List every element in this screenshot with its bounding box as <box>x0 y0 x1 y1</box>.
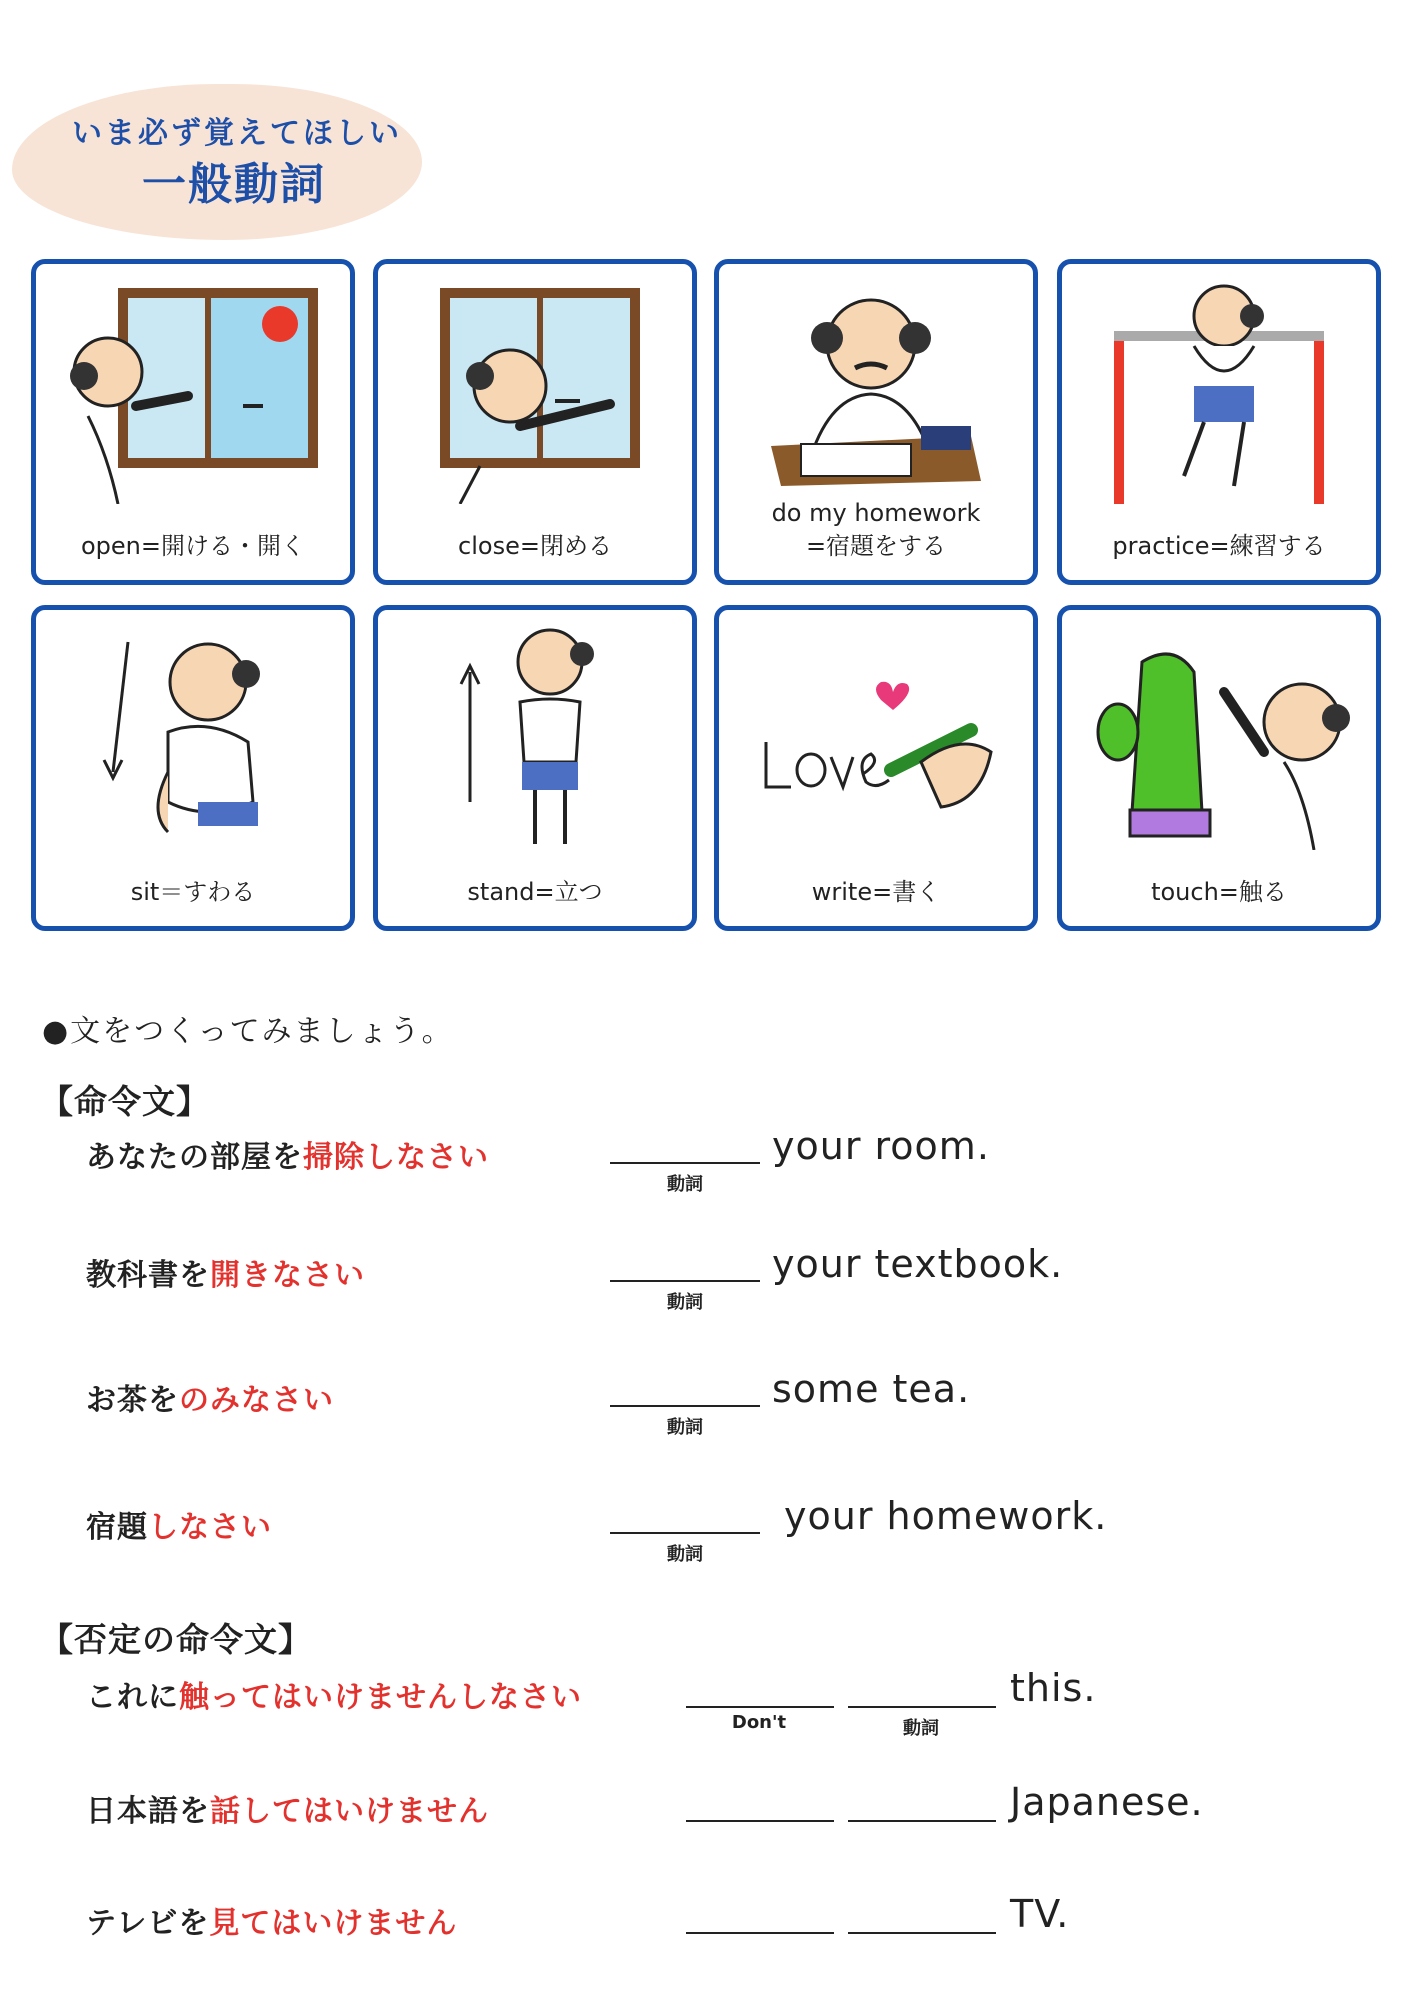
japanese-prompt <box>86 1672 582 1716</box>
open-window-icon <box>48 276 338 504</box>
sitting-man-icon <box>48 622 338 850</box>
prompt-highlight: 見てはいけません <box>209 1906 458 1941</box>
exercise-row <box>0 1242 1414 1330</box>
close-window-icon <box>390 276 680 504</box>
card-label: touch=触る <box>1151 877 1287 906</box>
vocab-card-homework <box>714 259 1038 585</box>
exercise-row <box>0 1892 1414 1978</box>
verb-blank[interactable] <box>610 1162 760 1164</box>
blank-label: 動詞 <box>667 1174 703 1195</box>
verb-blank[interactable] <box>610 1405 760 1407</box>
japanese-prompt <box>86 1375 334 1419</box>
prompt-text: 日本語を <box>86 1794 210 1829</box>
verb-blank[interactable] <box>610 1280 760 1282</box>
vocab-card-close <box>373 259 697 585</box>
vocab-card-write <box>714 605 1038 931</box>
dont-blank[interactable] <box>686 1932 834 1934</box>
prompt-highlight: しなさい <box>148 1510 272 1545</box>
exercise-row <box>0 1494 1414 1582</box>
writing-hand-icon <box>731 622 1021 850</box>
section-heading-imperative: 【命令文】 <box>40 1082 210 1121</box>
blank-label: 動詞 <box>667 1292 703 1313</box>
japanese-prompt <box>86 1786 489 1830</box>
english-sentence: your homework. <box>784 1494 1108 1538</box>
verb-blank[interactable] <box>848 1820 996 1822</box>
page-title: 一般動詞 <box>142 159 326 210</box>
english-sentence: some tea. <box>772 1367 971 1411</box>
cactus-touch-icon <box>1074 622 1364 850</box>
prompt-highlight: 開きなさい <box>210 1258 365 1293</box>
prompt-text: お茶を <box>86 1383 179 1418</box>
exercise-row <box>0 1124 1414 1212</box>
prompt-highlight: 触ってはいけませんしなさい <box>179 1680 582 1715</box>
english-sentence: TV. <box>1010 1892 1070 1936</box>
pull-up-bar-icon <box>1074 276 1364 504</box>
japanese-prompt <box>86 1898 457 1942</box>
section-heading-negative: 【否定の命令文】 <box>40 1620 312 1659</box>
blank-label: 動詞 <box>667 1544 703 1565</box>
exercise-row <box>0 1780 1414 1866</box>
verb-blank[interactable] <box>610 1532 760 1534</box>
dont-blank[interactable] <box>686 1820 834 1822</box>
exercise-intro: ●文をつくってみましょう。 <box>42 1014 454 1049</box>
card-label: sit＝すわる <box>130 877 256 906</box>
english-sentence: Japanese. <box>1010 1780 1204 1824</box>
homework-icon <box>731 276 1021 504</box>
card-label: stand=立つ <box>467 877 603 906</box>
japanese-prompt <box>86 1132 489 1176</box>
prompt-text: 教科書を <box>86 1258 210 1293</box>
card-label: close=閉める <box>458 531 612 560</box>
prompt-text: これに <box>86 1680 179 1715</box>
english-sentence: this. <box>1010 1666 1097 1710</box>
card-label: open=開ける・開く <box>80 531 305 560</box>
english-sentence: your room. <box>772 1124 990 1168</box>
blank-label: 動詞 <box>667 1417 703 1438</box>
prompt-text: テレビを <box>86 1906 210 1941</box>
blank-label-verb: 動詞 <box>903 1718 939 1739</box>
dont-blank[interactable] <box>686 1706 834 1708</box>
exercise-row <box>0 1666 1414 1752</box>
blank-label-dont: Don't <box>731 1712 787 1733</box>
vocab-card-open <box>31 259 355 585</box>
prompt-text: 宿題 <box>86 1510 148 1545</box>
standing-man-icon <box>390 622 680 850</box>
vocab-card-practice <box>1057 259 1381 585</box>
vocab-card-touch <box>1057 605 1381 931</box>
card-label: write=書く <box>811 877 941 906</box>
prompt-text: あなたの部屋を <box>86 1140 303 1175</box>
english-sentence: your textbook. <box>772 1242 1064 1286</box>
card-label: do my homework =宿題をする <box>771 499 981 560</box>
exercise-row <box>0 1367 1414 1455</box>
verb-blank[interactable] <box>848 1706 996 1708</box>
vocab-card-stand <box>373 605 697 931</box>
prompt-highlight: のみなさい <box>179 1383 334 1418</box>
title-subtitle: いま必ず覚えてほしい <box>72 116 402 151</box>
verb-blank[interactable] <box>848 1932 996 1934</box>
card-label: practice=練習する <box>1112 531 1326 560</box>
japanese-prompt <box>86 1250 365 1294</box>
japanese-prompt <box>86 1502 272 1546</box>
vocab-card-sit <box>31 605 355 931</box>
prompt-highlight: 話してはいけません <box>210 1794 489 1829</box>
prompt-highlight: 掃除しなさい <box>303 1140 489 1175</box>
